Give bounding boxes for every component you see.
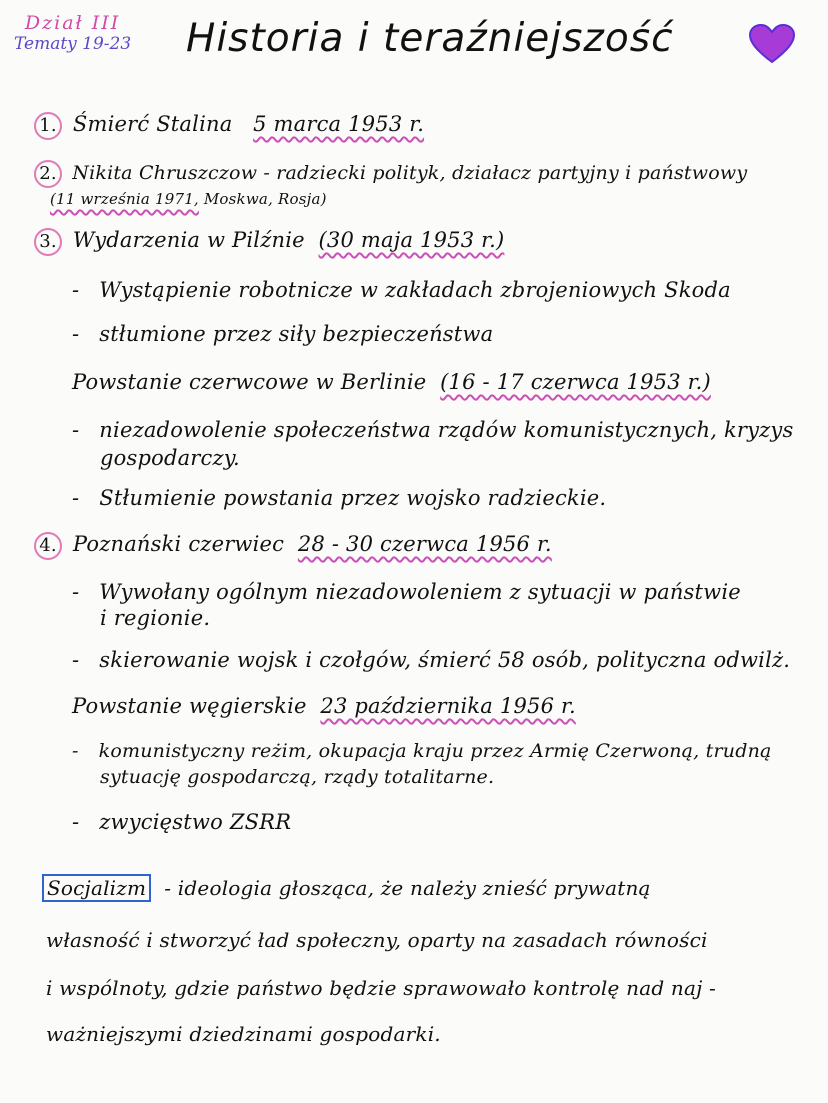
berlin-bullet-1: - niezadowolenie społeczeństwa rządów komunistycznych, kryzys (72, 418, 794, 442)
definition-line-1 (42, 876, 651, 900)
bullet-text: Wywołany ogólnym niezadowoleniem z sytuacji w państwie (99, 580, 741, 604)
definition-text: - ideologia głosząca, że należy znieść prywatną (164, 876, 651, 900)
event-date: 23 października 1956 r. (320, 694, 576, 718)
definition-line-3 (46, 976, 716, 1000)
item-4-bullet-1: - Wywołany ogólnym niezadowoleniem z sytuacji w państwie (72, 580, 741, 604)
item-3-bullet-1: - Wystąpienie robotnicze w zakładach zbrojeniowych Skoda (72, 278, 731, 302)
hungary-bullet-1-cont (100, 766, 494, 788)
bullet-text: Wystąpienie robotnicze w zakładach zbrojeniowych Skoda (99, 278, 731, 302)
definition-line-4 (46, 1022, 441, 1046)
heart-icon (748, 24, 796, 64)
hungary-bullet-1: - komunistyczny reżim, okupacja kraju przez Armię Czerwoną, trudną (72, 740, 772, 762)
bullet-text: stłumione przez siły bezpieczeństwa (99, 322, 494, 346)
item-text: Poznański czerwiec (72, 532, 285, 556)
bullet-text: sytuację gospodarczą, rządy totalitarne. (100, 766, 495, 788)
item-date: 28 - 30 czerwca 1956 r. (297, 532, 552, 556)
bullet-text: niezadowolenie społeczeństwa rządów komunistycznych, kryzys (99, 418, 794, 442)
event-text: Powstanie węgierskie (72, 694, 307, 718)
item-date: (11 września 1971, (50, 190, 199, 208)
item-number: 2. (34, 160, 62, 188)
berlin-heading (72, 370, 711, 394)
berlin-bullet-1-cont (100, 446, 240, 470)
event-date: (16 - 17 czerwca 1953 r.) (440, 370, 711, 394)
event-text: Powstanie czerwcowe w Berlinie (72, 370, 427, 394)
definition-text: i wspólnoty, gdzie państwo będzie sprawowało kontrolę nad naj - (46, 976, 717, 1000)
item-4-bullet-1-cont (100, 606, 210, 630)
bullet-text: Stłumienie powstania przez wojsko radzieckie. (99, 486, 607, 510)
item-1 (34, 112, 424, 140)
definition-text: ważniejszymi dziedzinami gospodarki. (46, 1022, 441, 1046)
header-left (14, 12, 131, 54)
bullet-text: gospodarczy. (100, 446, 240, 470)
item-date: (30 maja 1953 r.) (318, 228, 505, 252)
definition-text: własność i stworzyć ład społeczny, oparty na zasadach równości (46, 928, 708, 952)
item-3 (34, 228, 504, 256)
item-text: Śmierć Stalina (72, 112, 233, 136)
item-4 (34, 532, 552, 560)
item-2 (34, 160, 747, 188)
bullet-text: komunistyczny reżim, okupacja kraju przez Armię Czerwoną, trudną (98, 740, 772, 762)
item-date: 5 marca 1953 r. (253, 112, 425, 136)
page-title: Historia i teraźniejszość (186, 16, 674, 61)
item-number: 3. (34, 228, 62, 256)
item-3-bullet-2: - stłumione przez siły bezpieczeństwa (72, 322, 494, 346)
item-number: 4. (34, 532, 62, 560)
berlin-bullet-2: - Stłumienie powstania przez wojsko radzieckie. (72, 486, 607, 510)
bullet-text: skierowanie wojsk i czołgów, śmierć 58 osób, polityczna odwilż. (99, 648, 791, 672)
hungary-heading (72, 694, 576, 718)
item-text: Nikita Chruszczow - radziecki polityk, działacz partyjny i państwowy (72, 162, 748, 184)
section-label: Dział III (24, 12, 121, 34)
item-4-bullet-2: - skierowanie wojsk i czołgów, śmierć 58 osób, polityczna odwilż. (72, 648, 791, 672)
topics-label: Tematy 19-23 (14, 34, 132, 54)
bullet-text: i regionie. (100, 606, 211, 630)
item-number: 1. (34, 112, 62, 140)
item-text: Wydarzenia w Pilźnie (72, 228, 305, 252)
definition-line-2 (46, 928, 708, 952)
hungary-bullet-2: - zwycięstwo ZSRR (72, 810, 292, 834)
item-place: Moskwa, Rosja) (203, 190, 327, 208)
item-2-sub (50, 190, 327, 208)
definition-term: Socjalizm (42, 874, 151, 902)
bullet-text: zwycięstwo ZSRR (99, 810, 292, 834)
